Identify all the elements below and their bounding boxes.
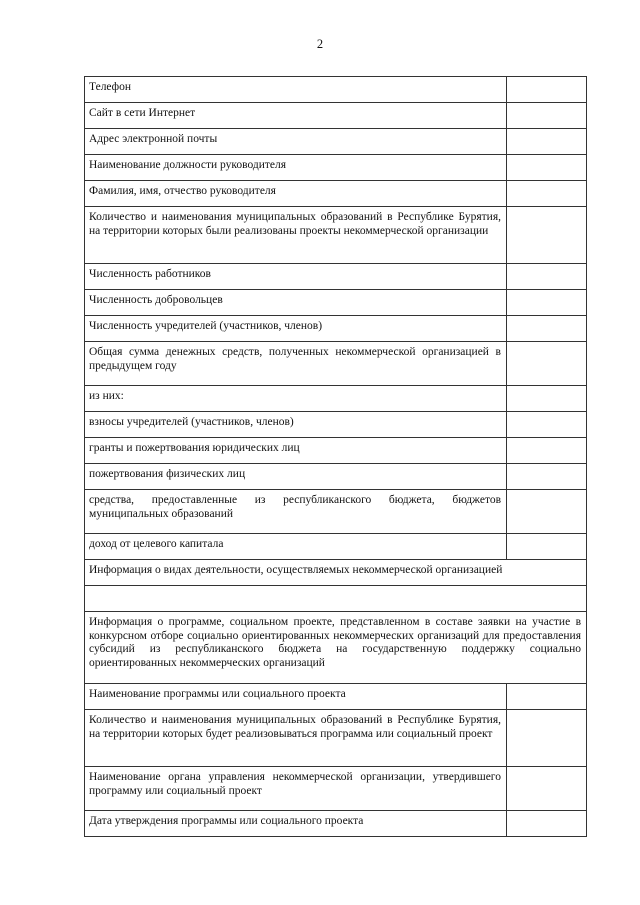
field-label: Количество и наименования муниципальных образований в Республике Бурятия, на территории которых были реализованы проекты некоммерческой организации — [85, 207, 507, 264]
form-row — [85, 207, 587, 264]
form-row — [85, 767, 587, 811]
field-label: Наименование должности руководителя — [85, 155, 507, 181]
field-value-cell[interactable] — [507, 264, 587, 290]
page-number: 2 — [316, 37, 324, 51]
field-value-cell[interactable] — [507, 811, 587, 837]
field-label: Фамилия, имя, отчество руководителя — [85, 181, 507, 207]
field-label: взносы учредителей (участников, членов) — [85, 412, 507, 438]
field-value-cell[interactable] — [507, 412, 587, 438]
field-value-cell[interactable] — [507, 534, 587, 560]
application-form-table — [84, 76, 587, 837]
field-value-cell[interactable] — [507, 342, 587, 386]
field-label: Численность добровольцев — [85, 290, 507, 316]
field-value-cell[interactable] — [507, 684, 587, 710]
field-value-cell[interactable] — [507, 103, 587, 129]
field-value-cell[interactable] — [507, 386, 587, 412]
form-row — [85, 290, 587, 316]
form-row — [85, 181, 587, 207]
form-row — [85, 264, 587, 290]
form-row — [85, 342, 587, 386]
field-value-cell[interactable] — [507, 77, 587, 103]
section-cell: Информация о программе, социальном проекте, представленном в составе заявки на участие в конкурсном отборе социально ориентированных некоммерческих организаций для предоставления субсидий из республиканского бюджета на государственную поддержку социально ориентированных некоммерческих организаций — [85, 612, 587, 684]
field-label: Дата утверждения программы или социального проекта — [85, 811, 507, 837]
form-row — [85, 811, 587, 837]
field-label: Общая сумма денежных средств, полученных некоммерческой организацией в предыдущем году — [85, 342, 507, 386]
field-value-cell[interactable] — [507, 207, 587, 264]
form-row — [85, 490, 587, 534]
form-row — [85, 464, 587, 490]
field-value-cell[interactable] — [507, 155, 587, 181]
form-row — [85, 77, 587, 103]
field-value-cell[interactable] — [507, 438, 587, 464]
section-cell — [85, 586, 587, 612]
field-label: Наименование органа управления некоммерческой организации, утвердившего программу или социальный проект — [85, 767, 507, 811]
field-label: Численность учредителей (участников, членов) — [85, 316, 507, 342]
form-row — [85, 438, 587, 464]
field-value-cell[interactable] — [507, 290, 587, 316]
form-row — [85, 412, 587, 438]
form-row — [85, 684, 587, 710]
form-row — [85, 534, 587, 560]
form-row — [85, 129, 587, 155]
field-label: гранты и пожертвования юридических лиц — [85, 438, 507, 464]
field-value-cell[interactable] — [507, 710, 587, 767]
field-value-cell[interactable] — [507, 181, 587, 207]
field-label: Сайт в сети Интернет — [85, 103, 507, 129]
field-label: Численность работников — [85, 264, 507, 290]
field-value-cell[interactable] — [507, 464, 587, 490]
form-row — [85, 710, 587, 767]
field-label: пожертвования физических лиц — [85, 464, 507, 490]
section-cell: Информация о видах деятельности, осуществляемых некоммерческой организацией — [85, 560, 587, 586]
field-value-cell[interactable] — [507, 129, 587, 155]
form-row — [85, 386, 587, 412]
field-label: доход от целевого капитала — [85, 534, 507, 560]
field-value-cell[interactable] — [507, 316, 587, 342]
form-row — [85, 155, 587, 181]
form-section-row — [85, 586, 587, 612]
field-label: Телефон — [85, 77, 507, 103]
field-value-cell[interactable] — [507, 490, 587, 534]
field-label: Адрес электронной почты — [85, 129, 507, 155]
field-label: Количество и наименования муниципальных образований в Республике Бурятия, на территории которых будет реализовываться программа или социальный проект — [85, 710, 507, 767]
field-label: средства, предоставленные из республиканского бюджета, бюджетов муниципальных образований — [85, 490, 507, 534]
form-row — [85, 103, 587, 129]
form-section-row — [85, 612, 587, 684]
form-row — [85, 316, 587, 342]
form-section-row — [85, 560, 587, 586]
field-value-cell[interactable] — [507, 767, 587, 811]
field-label: Наименование программы или социального проекта — [85, 684, 507, 710]
field-label: из них: — [85, 386, 507, 412]
